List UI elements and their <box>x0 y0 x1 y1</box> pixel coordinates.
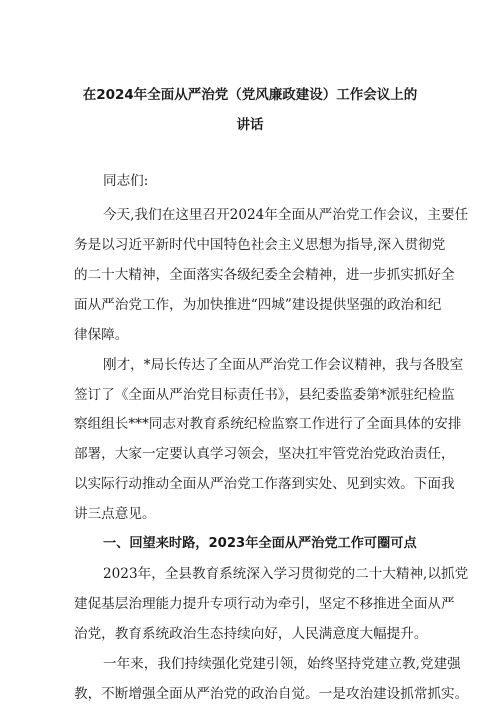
paragraph-4-line-2: 教，不断增强全面从严治党的政治自觉。一是攻治建设抓常抓实。 <box>74 686 469 702</box>
section-heading-1: 一、回望来时路，2023年全面从严治党工作可圈可点 <box>103 536 417 551</box>
paragraph-4-line-1: 一年来，我们持续强化党建引领，始终坚持党建立教,党建强 <box>103 656 461 672</box>
paragraph-2-line-4: 部署，大家一定要认真学习领会，坚决扛牢管党治党政治责任， <box>74 446 455 462</box>
document-title-line-1: 在2024年全面从严治党（党风廉政建设）工作会议上的 <box>82 87 418 103</box>
paragraph-3-line-2: 建促基层治理能力提升专项行动为牵引，坚定不移推进全面从严 <box>74 596 455 612</box>
paragraph-2-line-2: 签订了《全面从严治党目标责任书》，县纪委监委第*派驻纪检监 <box>74 387 455 403</box>
document-title-line-2: 讲话 <box>236 117 264 133</box>
paragraph-1-line-3: 的二十大精神，全面落实各级纪委全会精神，进一步抓实抓好全 <box>74 267 455 283</box>
paragraph-2-line-3: 察组组长***同志对教育系统纪检监察工作进行了全面具体的安排 <box>74 416 462 432</box>
paragraph-3-line-1: 2023年，全县教育系统深入学习贯彻党的二十大精神,以抓党 <box>103 566 469 582</box>
paragraph-2-line-1: 刚才，*局长传达了全面从严治党工作会议精神，我与各股室 <box>103 357 464 373</box>
paragraph-2-line-6: 讲三点意见。 <box>74 506 156 522</box>
paragraph-3-line-3: 治党，教育系统政治生态持续向好，人民满意度大幅提升。 <box>74 626 428 642</box>
paragraph-1-line-4: 面从严治党工作，为加快推进“四城”建设提供坚强的政治和纪 <box>74 297 442 313</box>
paragraph-1-line-2: 务是以习近平新时代中国特色社会主义思想为指导,深入贯彻党 <box>74 237 446 253</box>
paragraph-1-line-5: 律保障。 <box>74 327 129 343</box>
paragraph-2-line-5: 以实际行动推动全面从严治党工作落到实处、见到实效。下面我 <box>74 476 455 492</box>
paragraph-1-line-1: 今天,我们在这里召开2024年全面从严治党工作会议，主要任 <box>103 207 469 223</box>
salutation: 同志们: <box>103 173 149 189</box>
